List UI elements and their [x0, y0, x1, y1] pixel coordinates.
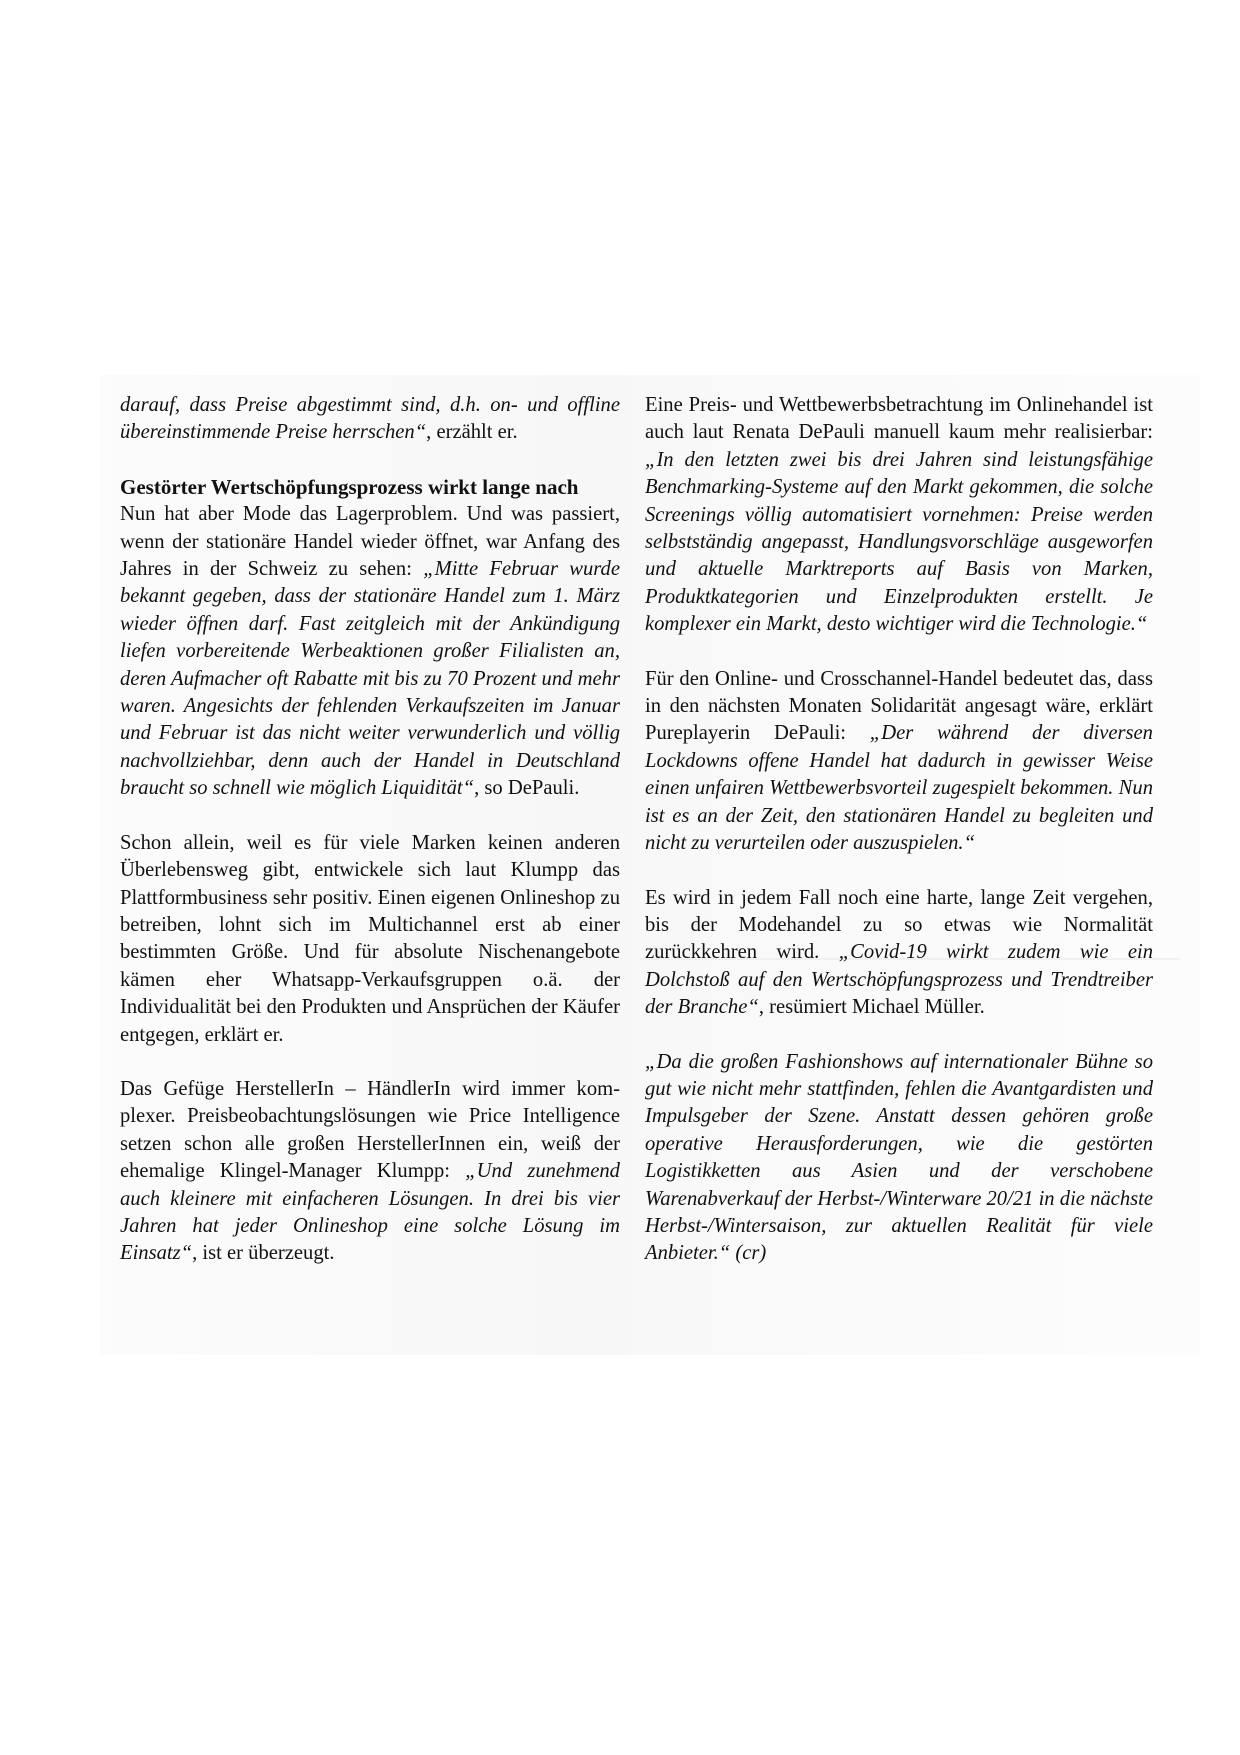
body-text: , resümiert Michael Müller. — [758, 996, 985, 1019]
body-text: , so DePauli. — [474, 777, 580, 800]
right-paragraph-4 — [645, 1049, 1153, 1268]
section-heading: Gestörter Wertschöpfungsprozess wirkt lange nach — [120, 474, 579, 499]
right-paragraph-3 — [645, 885, 1153, 1022]
right-column — [645, 392, 1153, 1295]
body-text: Es wird in jedem Fall noch eine harte, lange Zeit vergehen, bis der Modehandel zu so etwas wie Normalität zurückkehren wird. — [645, 886, 1153, 964]
body-text: , erzählt er. — [426, 421, 518, 444]
quote-text: „In den letzten zwei bis drei Jahren sind leistungsfähige Benchmarking-Systeme auf den Markt gekommen, die solche Screenings völlig automatisiert vornehmen: Preise werden selbstständig angepasst, Handlungsvorschläge ausgeworfen und aktuelle Marktreports auf Basis von Marken, Produktkategorien und Einzelprodukten erstellt. Je komplexer ein Markt, desto wichtiger wird die Technologie.“ — [645, 448, 1153, 636]
left-paragraph-3: Schon allein, weil es für viele Marken keinen anderen Überlebensweg gibt, entwickele sich laut Klumpp das Plattformbusiness sehr positiv. Einen eigenen Onlineshop zu betreiben, lohnt sich im Multichannel erst ab einer bestimmten Größe. Und für absolute Nischenangebote kämen eher Whatsapp-Verkaufsgruppen o.ä. der Individualität bei den Produkten und Ansprüchen der Käufer entgegen, erklärt er. — [120, 831, 620, 1046]
body-text: Für den Online- und Crosschannel-Handel bedeutet das, dass in den nächsten Monaten Solidarität angesagt wäre, erklärt Pureplayerin DePauli: — [645, 667, 1153, 745]
right-paragraph-2 — [645, 666, 1153, 858]
left-column — [120, 392, 620, 1295]
quote-text: „Und zunehmend auch kleinere mit einfacheren Lösungen. In drei bis vier Jahren hat jeder Onlineshop eine solche Lösung im Einsatz“ — [120, 1160, 620, 1265]
quote-text: darauf, dass Preise abgestimmt sind, d.h. on- und offline übereinstimmende Preise herrschen“ — [120, 394, 620, 444]
body-text: Eine Preis- und Wettbewerbsbetrachtung im Onlinehandel ist auch laut Renata DePauli manuell kaum mehr realisierbar: — [645, 394, 1153, 444]
quote-text: „Der während der diversen Lockdowns offene Handel hat dadurch in gewisser Weise einen unfairen Wettbewerbsvorteil zugespielt bekommen. Nun ist es an der Zeit, den stationären Handel zu begleiten und nicht zu verurteilen oder auszuspielen.“ — [645, 722, 1153, 855]
left-paragraph-1 — [120, 392, 620, 447]
right-paragraph-1 — [645, 392, 1153, 639]
quote-text: „Mitte Februar wurde bekannt gegeben, dass der stationäre Handel zum 1. März wieder öffnen darf. Fast zeitgleich mit der Ankündigung liefen vorbereitende Werbeaktionen großer Filialisten an, deren Aufmacher oft Rabatte mit bis zu 70 Prozent und mehr waren. Angesichts der fehlenden Verkaufszeiten im Januar und Februar ist das nicht weiter verwunderlich und völlig nachvollziehbar, denn auch der Handel in Deutschland braucht so schnell wie möglich Liquidität“ — [120, 558, 620, 800]
quote-text: „Da die großen Fashionshows auf internationaler Bühne so gut wie nicht mehr stattfinden, fehlen die Avantgardisten und Impulsgeber der Szene. Anstatt dessen gehören große operative Herausforderungen, wie die gestörten Logistikketten aus Asien und der verschobene Warenabverkauf der Herbst-/Winterware 20/21 in die nächste Herbst-/Wintersaison, zur aktuellen Realität für viele Anbieter.“ (cr) — [645, 1050, 1153, 1265]
left-paragraph-2 — [120, 501, 620, 802]
left-paragraph-4 — [120, 1076, 620, 1268]
body-text: , ist er überzeugt. — [192, 1242, 335, 1265]
body-text: Nun hat aber Mode das Lagerproblem. Und was passiert, wenn der stationäre Handel wieder öffnet, war Anfang des Jahres in der Schweiz zu sehen: — [120, 503, 620, 581]
quote-text: „Covid-19 wirkt zudem wie ein Dolchstoß auf den Wertschöpfungsprozess und Trendtreiber der Branche“ — [645, 941, 1153, 1019]
body-text: Das Gefüge HerstellerIn – HändlerIn wird immer komplexer. Preisbeobachtungslösungen wie Price Intelligence setzen schon alle großen HerstellerInnen ein, weiß der ehemalige Klingel-Manager Klumpp: — [120, 1077, 620, 1183]
